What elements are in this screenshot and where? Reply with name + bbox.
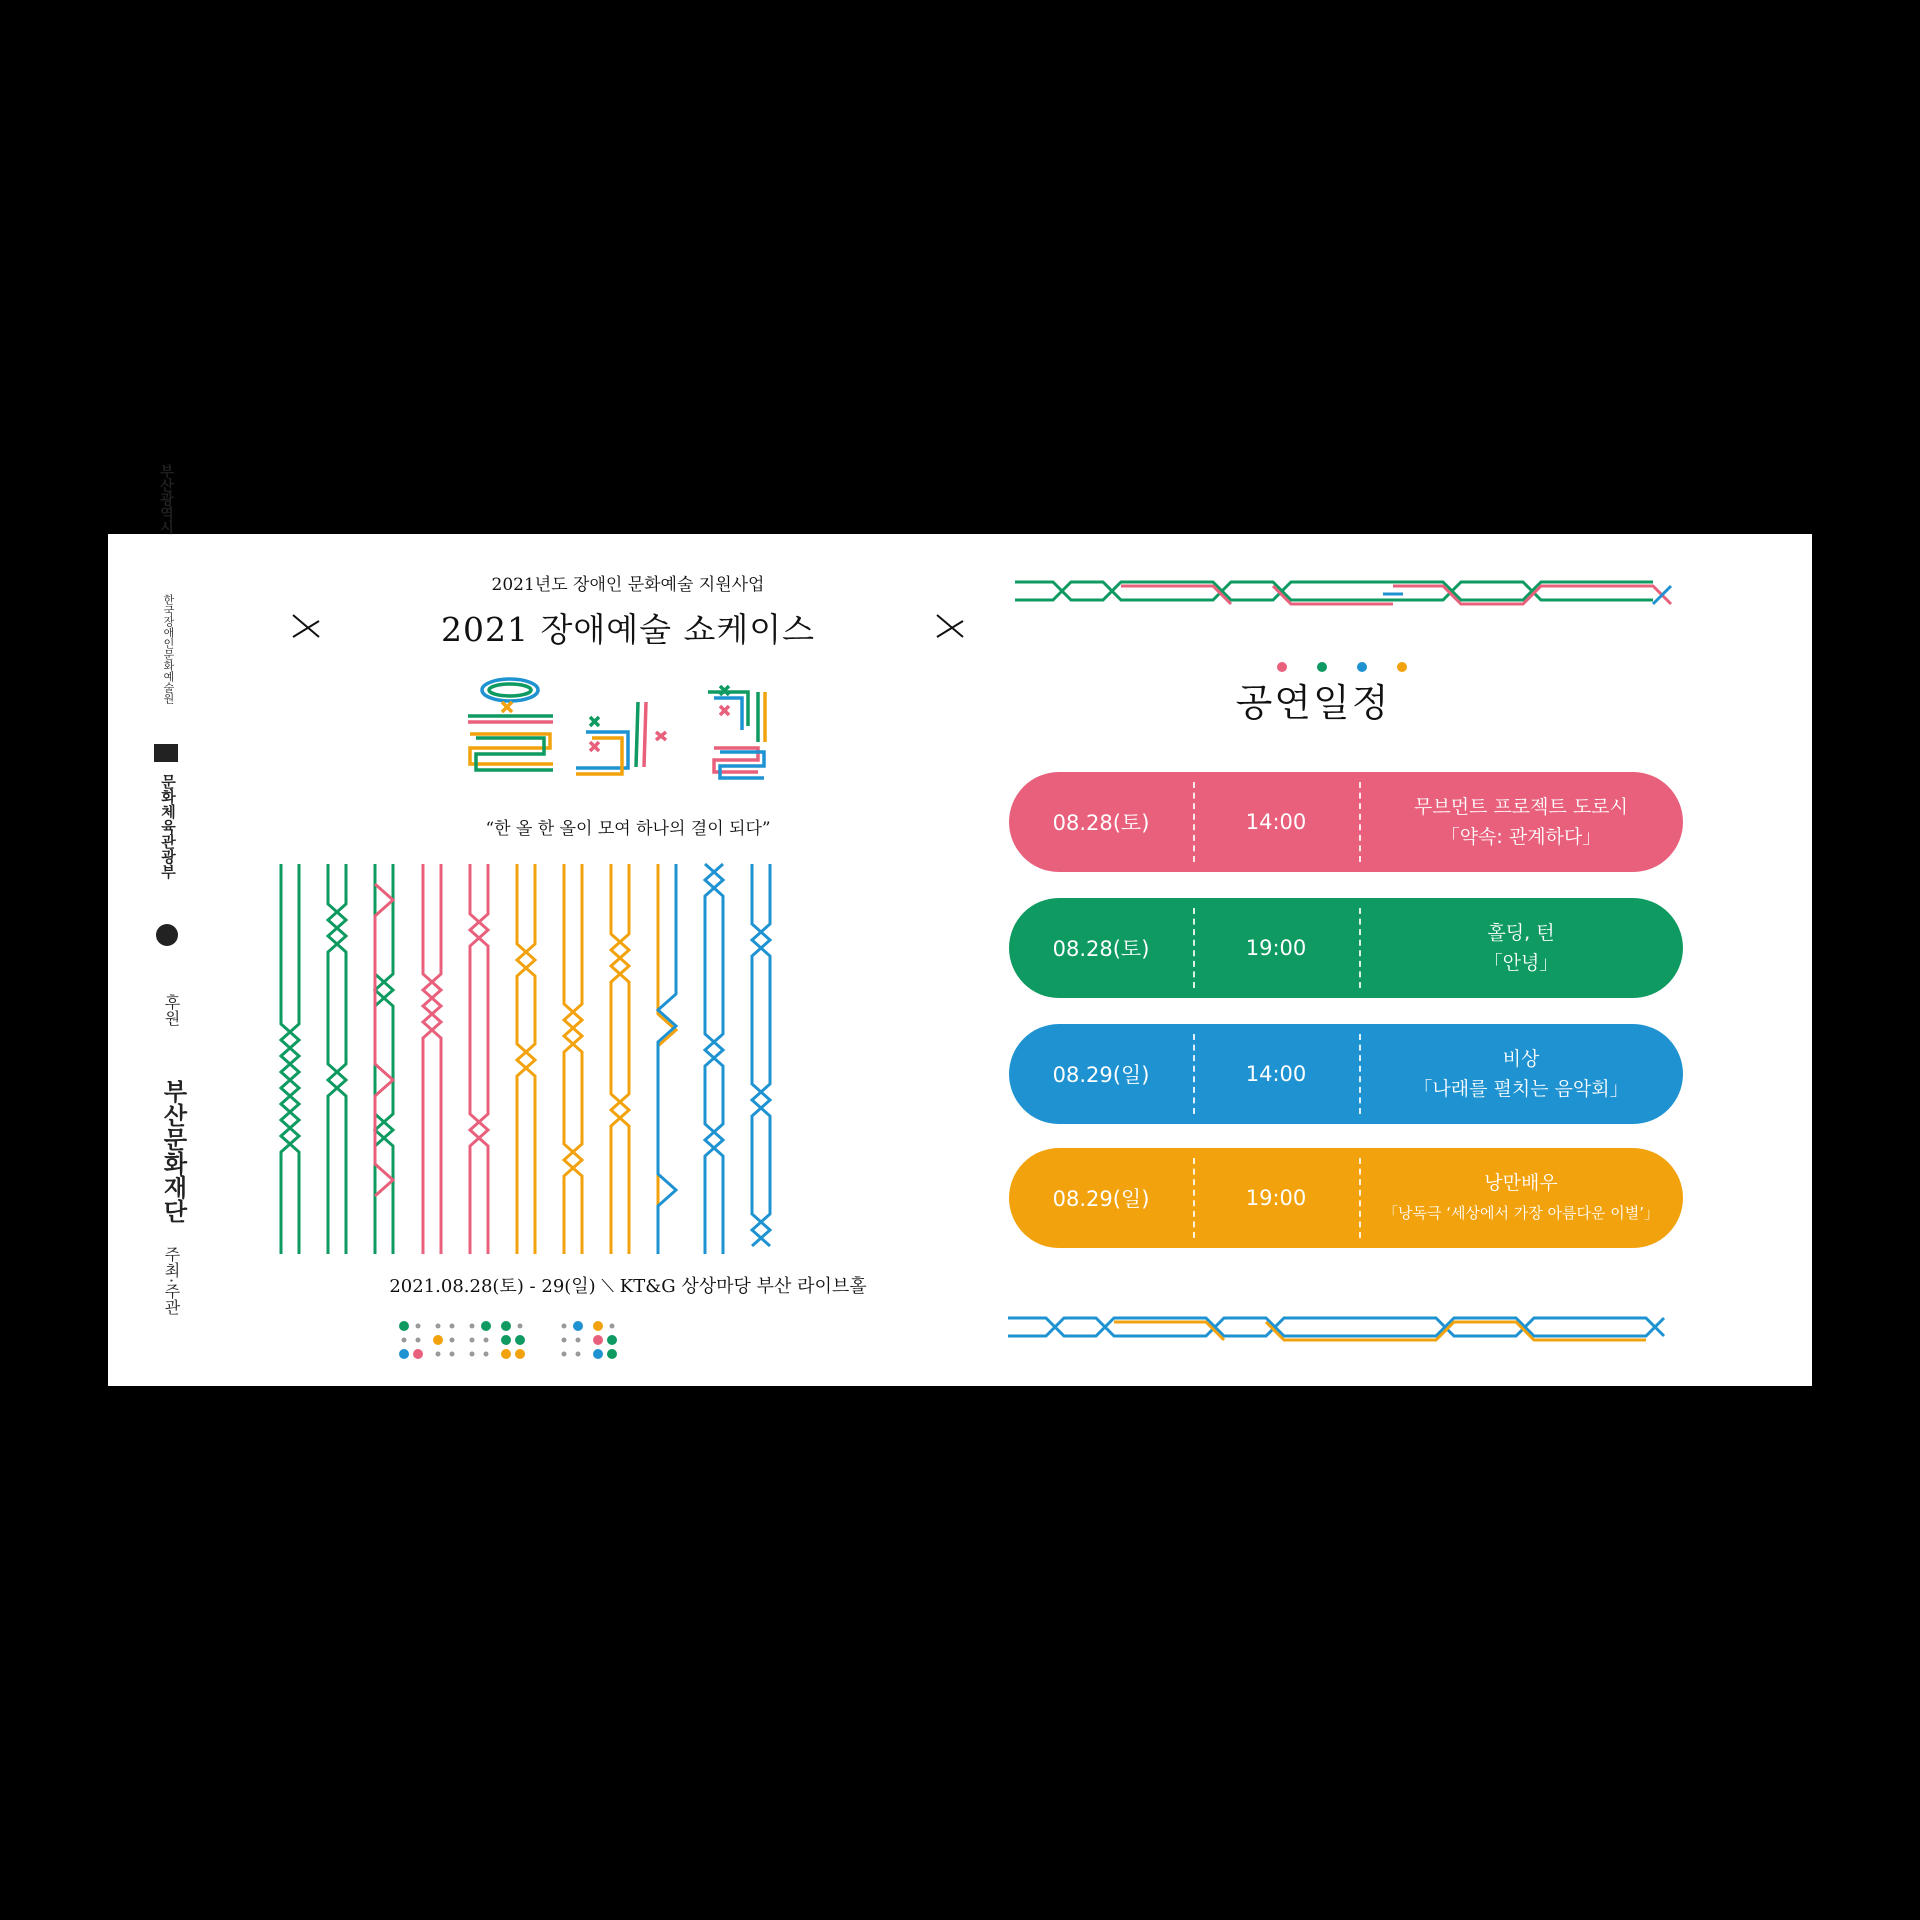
ministry-logo-icon	[156, 924, 178, 946]
row-work: 「나래를 펼치는 음악회」	[1413, 1078, 1629, 1100]
bottom-braid-border	[1006, 1310, 1686, 1346]
poster-quote: “한 올 한 올이 모여 하나의 결이 되다”	[485, 819, 771, 839]
braille-dots	[398, 1320, 628, 1366]
schedule-title: 공연일정	[1235, 681, 1391, 725]
schedule-row	[1009, 898, 1683, 998]
logo-text: 올과 결	[458, 662, 462, 663]
row-date: 08.29(일)	[1052, 1187, 1150, 1211]
row-date: 08.28(토)	[1052, 811, 1150, 835]
row-time: 19:00	[1245, 1186, 1307, 1210]
row-work: 「안녕」	[1483, 952, 1559, 974]
kdac-logo-icon	[154, 744, 178, 762]
row-performance	[1359, 772, 1683, 872]
poster-subtitle: 2021년도 장애인 문화예술 지원사업	[491, 575, 765, 595]
schedule-row	[1009, 1148, 1683, 1248]
poster-logo	[458, 662, 798, 782]
row-time: 19:00	[1245, 936, 1307, 960]
host-label: 주최·주관	[162, 1246, 181, 1316]
poster-title: 2021 장애예술 쇼케이스	[441, 610, 815, 649]
host-name: 부산문화재단	[159, 1079, 187, 1223]
braid-pattern	[273, 864, 793, 1254]
support-busan: 부산광역시	[158, 464, 174, 534]
schedule-row	[1009, 772, 1683, 872]
row-group: 낭만배우	[1484, 1172, 1558, 1194]
poster-card	[108, 464, 1812, 1386]
row-group: 무브먼트 프로젝트 도로시	[1414, 796, 1628, 818]
row-date: 08.29(일)	[1052, 1063, 1150, 1087]
row-work: 「약속: 관계하다」	[1440, 826, 1602, 848]
row-performance	[1359, 898, 1683, 998]
support-kdac: 한국장애인문화예술원	[162, 594, 175, 704]
row-date: 08.28(토)	[1052, 937, 1150, 961]
row-time: 14:00	[1245, 810, 1307, 834]
schedule-row	[1009, 1024, 1683, 1124]
row-work: 「낭독극 ‘세상에서 가장 아름다운 이별’」	[1383, 1204, 1659, 1222]
poster-date-venue: 2021.08.28(토) - 29(일) ⟍ KT&G 상상마당 부산 라이브홀	[389, 1276, 867, 1297]
row-performance	[1359, 1024, 1683, 1124]
row-group: 비상	[1502, 1048, 1540, 1070]
top-braid-border	[1013, 574, 1683, 610]
support-ministry: 문화체육관광부	[159, 774, 177, 879]
row-group: 홀딩, 턴	[1487, 922, 1555, 944]
support-label: 후원	[162, 994, 181, 1026]
row-performance	[1359, 1148, 1683, 1248]
row-time: 14:00	[1245, 1062, 1307, 1086]
sponsor-column	[108, 464, 208, 1386]
